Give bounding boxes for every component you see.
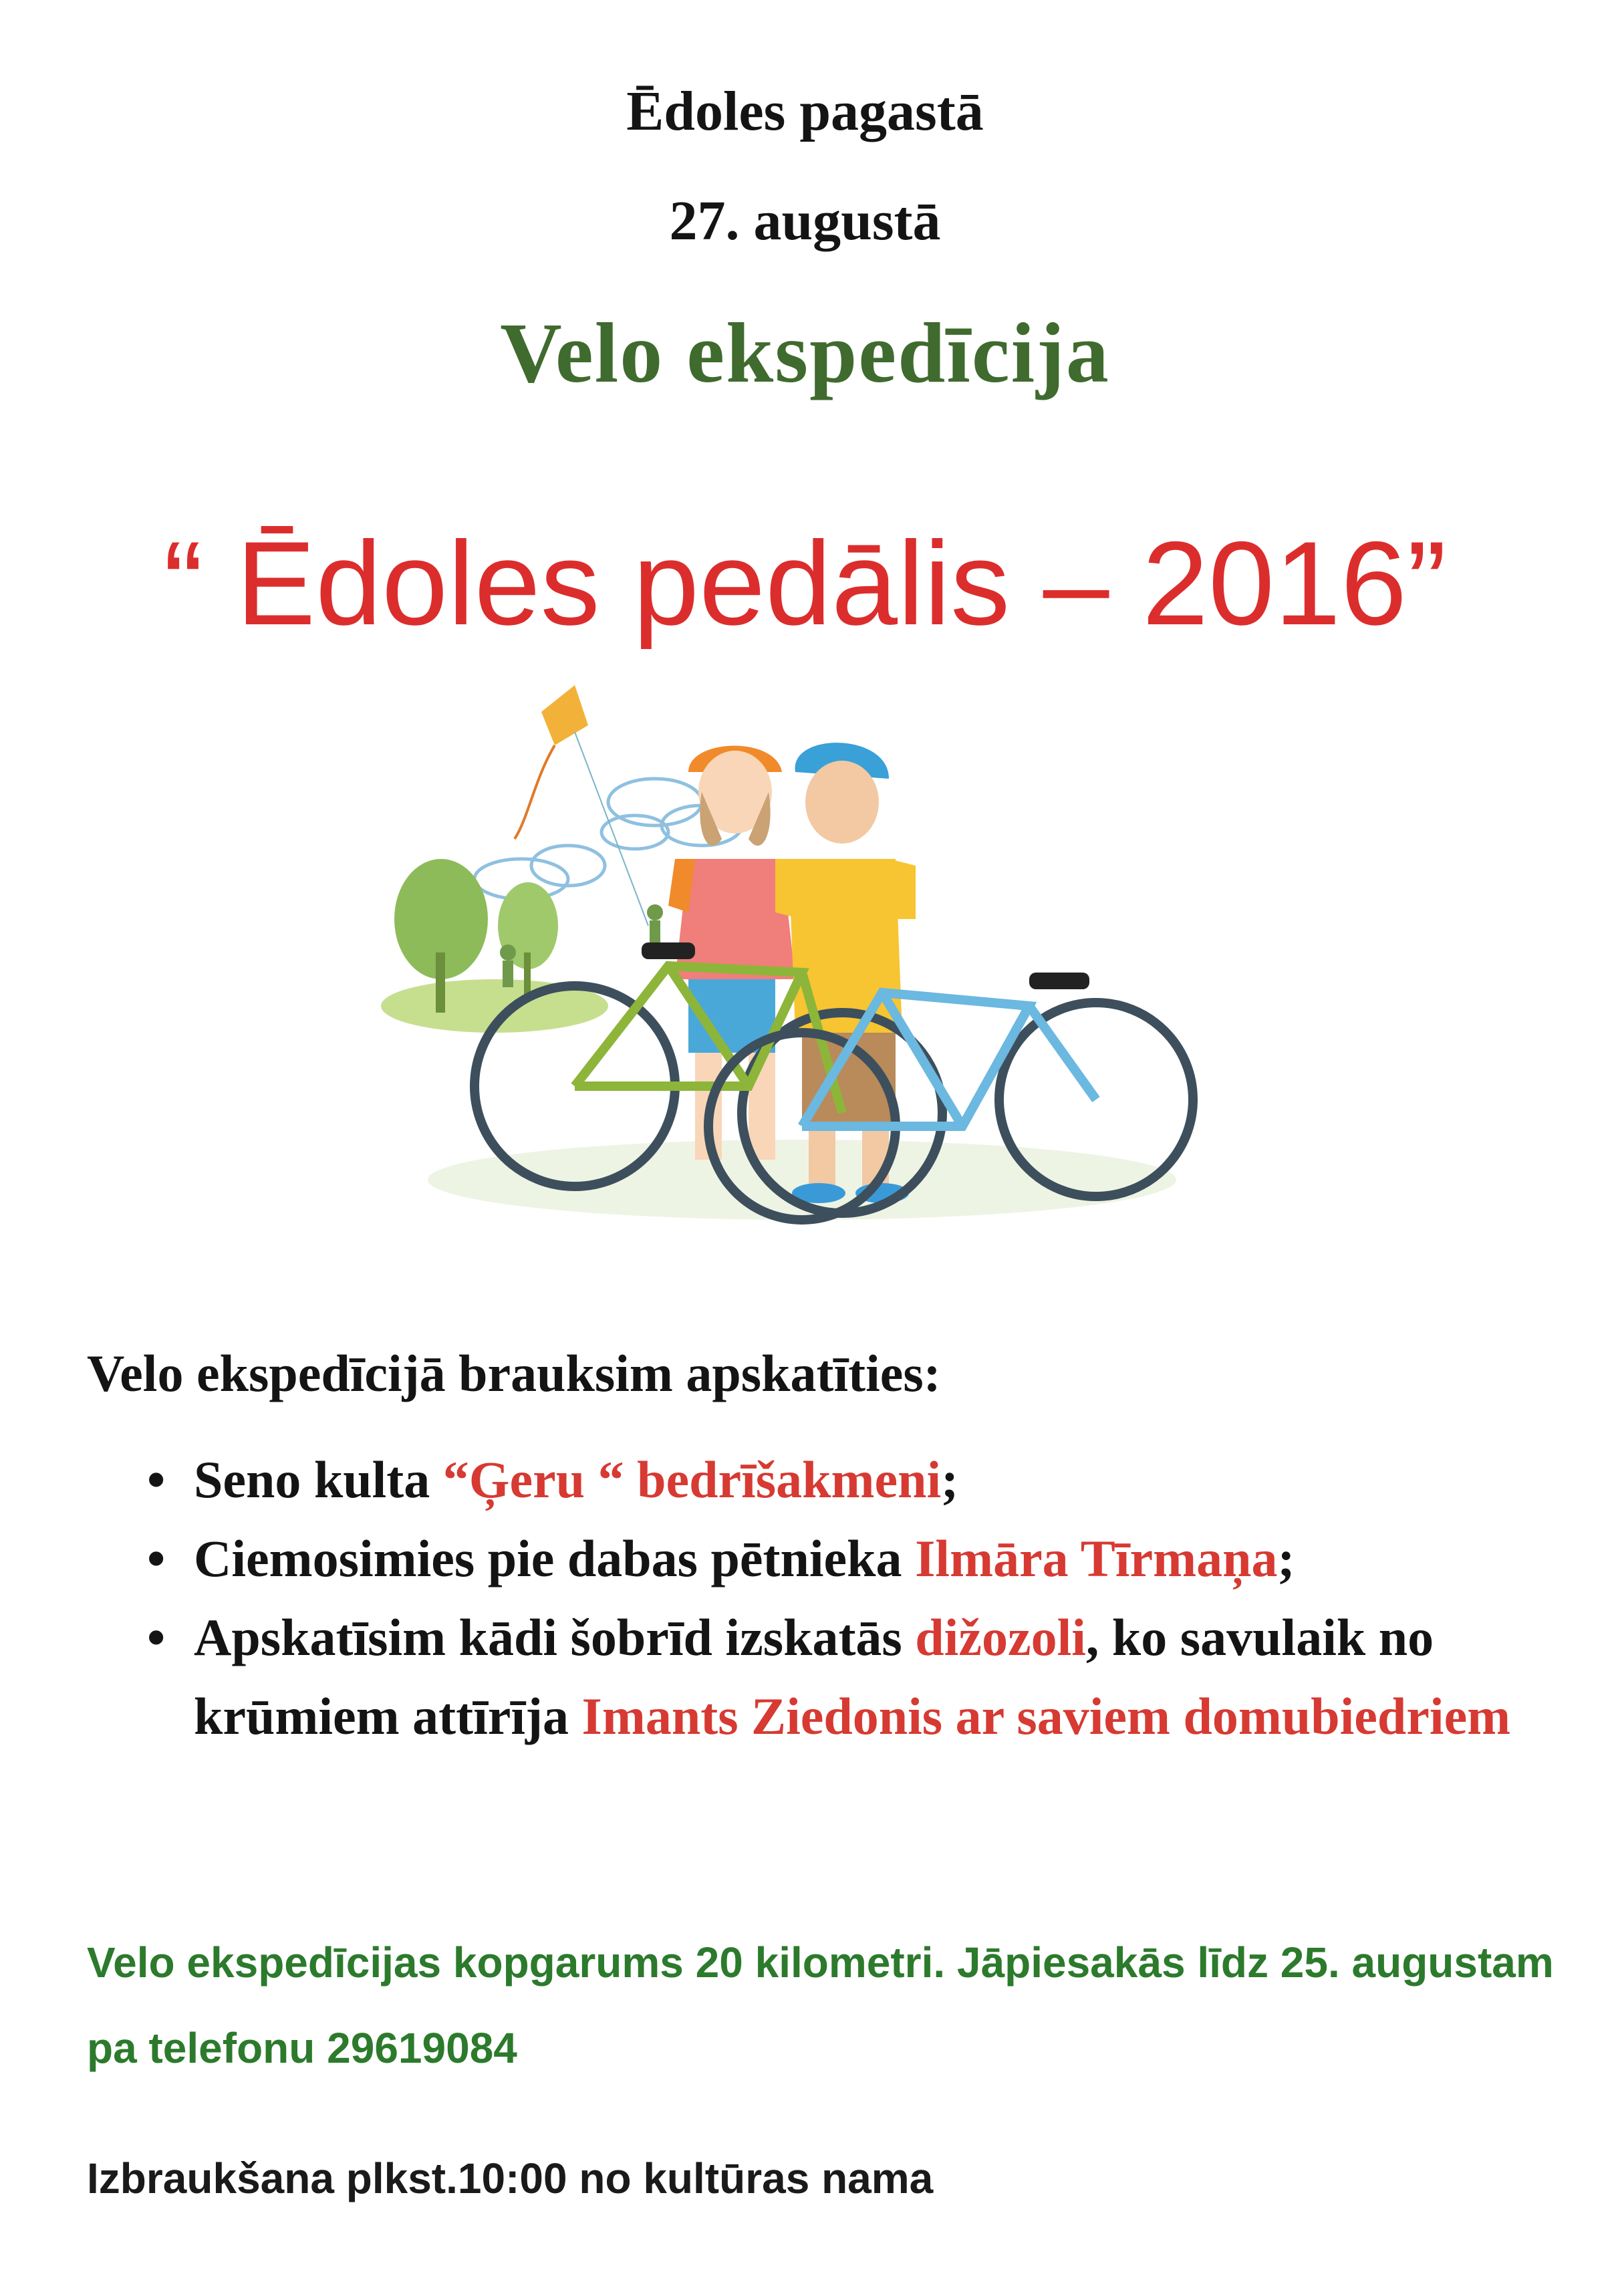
- highlights-list: [134, 1440, 1537, 1756]
- intro-text: Velo ekspedīcijā brauksim apskatīties:: [87, 1344, 941, 1402]
- bullet-punctuation: ;: [1277, 1529, 1295, 1587]
- bullet-text: Seno kulta: [194, 1450, 443, 1509]
- list-item: [134, 1598, 1537, 1756]
- bullet-highlight: “Ģeru “ bedrīšakmeni: [442, 1450, 942, 1509]
- title-heading: Velo ekspedīcija: [500, 305, 1110, 400]
- bullet-punctuation: ;: [941, 1450, 959, 1509]
- bullet-text: Apskatīsim kādi šobrīd izskatās: [194, 1608, 916, 1666]
- list-item: [134, 1519, 1537, 1598]
- bullet-highlight: Imants Ziedonis ar saviem domubiedriem: [581, 1687, 1511, 1745]
- event-name-heading: “ Ēdoles pedālis – 2016”: [163, 517, 1447, 650]
- kids-with-bicycles-illustration: [374, 658, 1230, 1250]
- list-item: [134, 1440, 1537, 1519]
- bullet-text: Ciemosimies pie dabas pētnieka: [194, 1529, 916, 1587]
- bullet-icon: •: [147, 1608, 166, 1666]
- registration-info: Velo ekspedīcijas kopgarums 20 kilometri. Jāpiesakās līdz 25. augustam pa telefonu 29619084: [87, 1938, 1554, 2072]
- place-heading: Ēdoles pagastā: [626, 80, 984, 142]
- bullet-icon: •: [147, 1529, 166, 1587]
- bullet-highlight: Ilmāra Tīrmaņa: [915, 1529, 1278, 1587]
- bullet-highlight: dižozoli: [915, 1608, 1086, 1666]
- date-heading: 27. augustā: [669, 190, 941, 252]
- bullet-icon: •: [147, 1450, 166, 1509]
- departure-info: Izbraukšana plkst.10:00 no kultūras nama: [87, 2154, 934, 2202]
- bullet-text: , ko savulaik no krūmiem attīrīja: [194, 1608, 1434, 1745]
